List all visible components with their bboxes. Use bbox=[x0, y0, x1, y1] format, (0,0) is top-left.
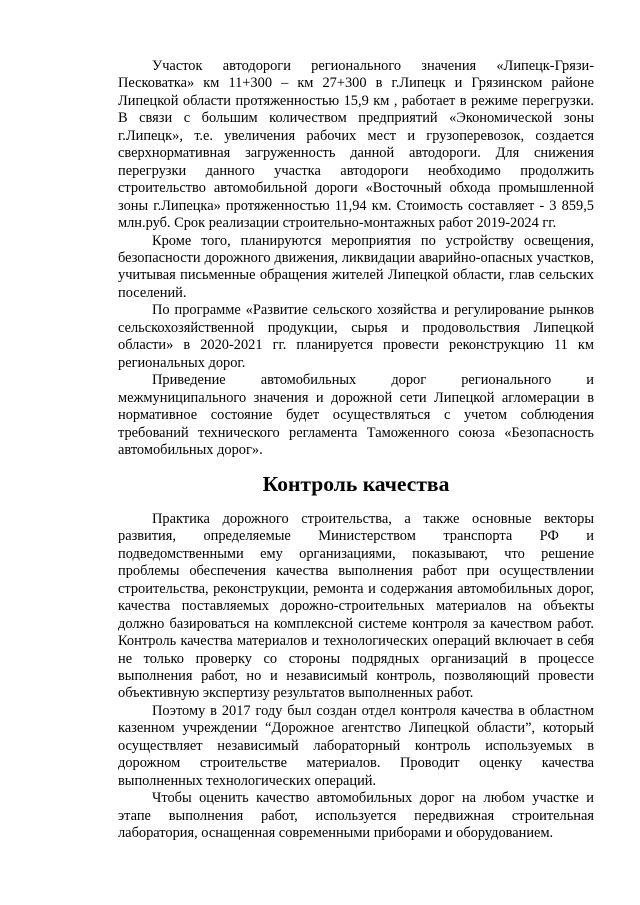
paragraph-quality-practice: Практика дорожного строительства, а также основные векторы развития, определяемые Министерством транспорта РФ и подведомственными ему организациями, показывают, что решение проблемы обеспечения качества выполнения работ при осуществлении строительства, реконструкции, ремонта и содержания автомобильных дорог, качества поставляемых дорожно-строительных материалов на объекты должно базироваться на комплексной системе контроля за качеством работ. Контроль качества материалов и технологических операций включает в себя не только проверку со стороны подрядных организаций в процессе выполнения работ, но и независимый контроль, позволяющий провести объективную экспертизу результатов выполненных работ. bbox=[118, 510, 594, 702]
section-heading-quality-control: Контроль качества bbox=[262, 472, 450, 497]
paragraph-agriculture-program: По программе «Развитие сельского хозяйства и регулирование рынков сельскохозяйственной продукции, сырья и продовольствия Липецкой области» в 2020-2021 гг. планируется провести реконструкцию 11 км региональных дорог. bbox=[118, 302, 594, 371]
paragraph-planned-measures: Кроме того, планируются мероприятия по устройству освещения, безопасности дорожного движения, ликвидации аварийно-опасных участков, учитывая письменные обращения жителей Липецкой области, глав сельских поселений. bbox=[118, 232, 594, 301]
paragraph-regulation-compliance: Приведение автомобильных дорог регионального и межмуниципального значения и дорожной сети Липецкой агломерации в нормативное состояние будет осуществляться с учетом соблюдения требований технического регламента Таможенного союза «Безопасность автомобильных дорог». bbox=[118, 372, 594, 458]
paragraph-mobile-laboratory: Чтобы оценить качество автомобильных дорог на любом участке и этапе выполнения работ, используется передвижная строительная лаборатория, оснащенная современными приборами и оборудованием. bbox=[118, 790, 594, 842]
document-body bbox=[118, 58, 594, 842]
paragraph-quality-department: Поэтому в 2017 году был создан отдел контроля качества в областном казенном учреждении “Дорожное агентство Липецкой области”, который осуществляет независимый лабораторный контроль используемых в дорожном строительстве материалов. Проводит оценку качества выполненных технологических операций. bbox=[118, 702, 594, 789]
paragraph-road-overload: Участок автодороги регионального значения «Липецк-Грязи-Песковатка» км 11+300 – км 27+300 в г.Липецк и Грязинском районе Липецкой области протяженностью 15,9 км , работает в режиме перегрузки. В связи с большим количеством предприятий «Экономической зоны г.Липецк», т.е. увеличения рабочих мест и грузоперевозок, создается сверхнормативная загруженность данной автодороги. Для снижения перегрузки данного участка автодороги необходимо продолжить строительство автомобильной дороги «Восточный обхода промышленной зоны г.Липецка» протяженностью 11,94 км. Стоимость составляет - 3 859,5 млн.руб. Срок реализации строительно-монтажных работ 2019-2024 гг. bbox=[118, 58, 594, 232]
